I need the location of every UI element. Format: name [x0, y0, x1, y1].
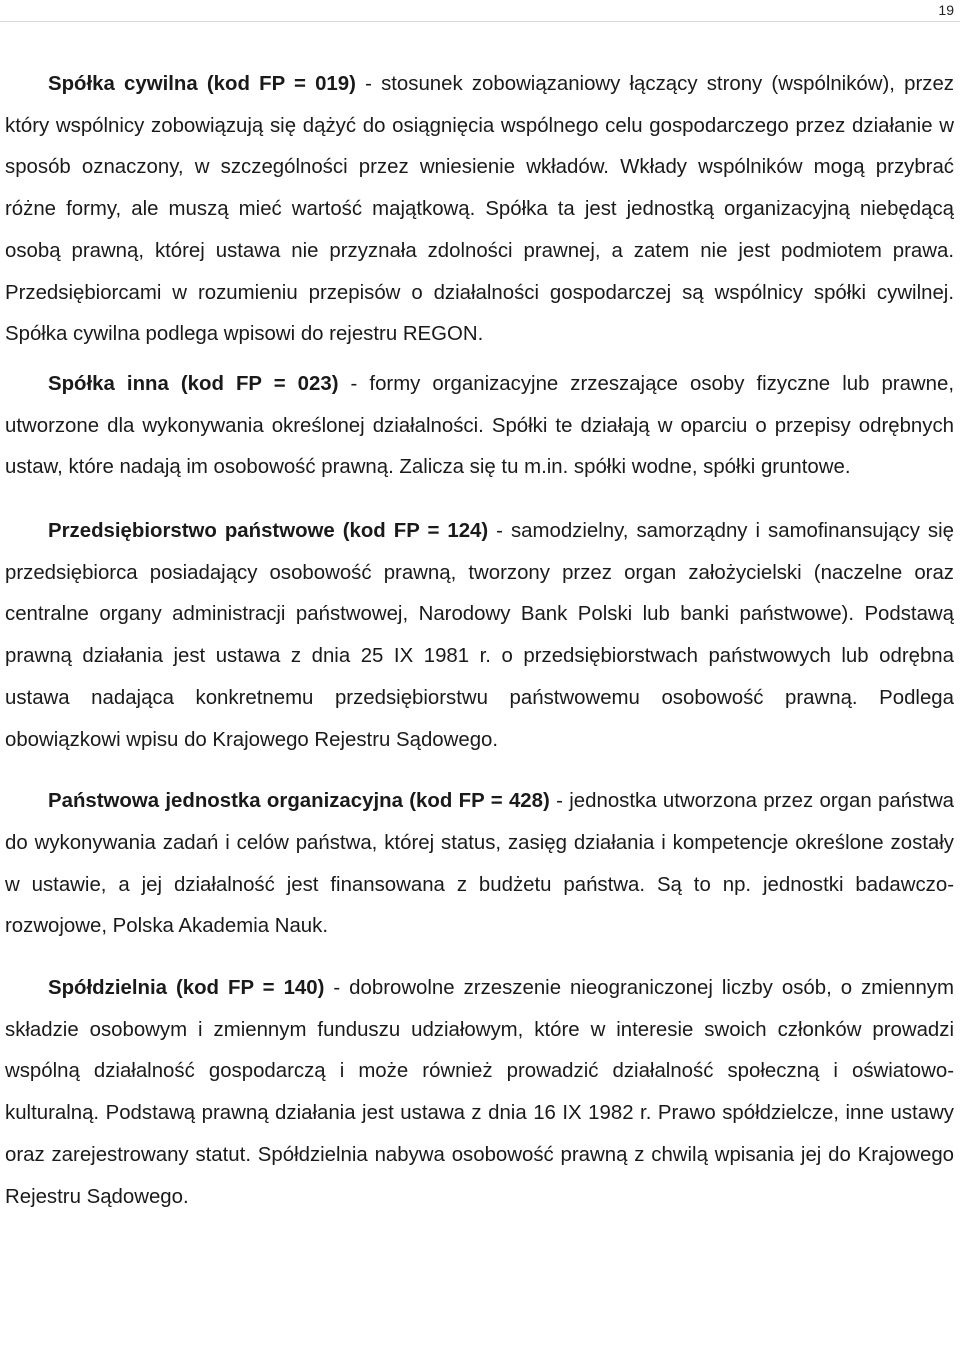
paragraph-panstwowa-jednostka: [5, 781, 954, 948]
page-header: [0, 0, 960, 22]
paragraph-przedsiebiorstwo-panstwowe: [5, 511, 954, 761]
term-spoldzielnia: Spółdzielnia (kod FP = 140): [48, 977, 325, 1000]
definition-panstwowa-jednostka: - jednostka utworzona przez organ państwa do wykonywania zadań i celów państwa, której status, zasięg działania i kompetencje określone zostały w ustawie, a jej działalność jest finansowana z budżetu państwa. Są to np. jednostki badawczo-rozwojowe, Polska Akademia Nauk.: [5, 790, 955, 938]
paragraph-spolka-inna: [5, 364, 954, 489]
paragraph-spolka-cywilna: [5, 64, 954, 356]
term-spolka-cywilna: Spółka cywilna (kod FP = 019): [48, 73, 356, 95]
definition-przedsiebiorstwo-panstwowe: - samodzielny, samorządny i samofinansujący się przedsiębiorca posiadający osobowość prawną, tworzony przez organ założycielski (naczelne oraz centralne organy administracji państwowej, Narodowy Bank Polski lub banki państwowe). Podstawą prawną działania jest ustawa z dnia 25 IX 1981 r. o przedsiębiorstwach państwowych lub odrębna ustawa nadająca konkretnemu przedsiębiorstwu państwowemu osobowość prawną. Podlega obowiązkowi wpisu do Krajowego Rejestru Sądowego.: [5, 520, 954, 751]
paragraph-spoldzielnia: [5, 968, 954, 1218]
term-przedsiebiorstwo-panstwowe: Przedsiębiorstwo państwowe (kod FP = 124): [48, 520, 489, 543]
page-number: 19: [938, 2, 954, 18]
definition-spoldzielnia: - dobrowolne zrzeszenie nieograniczonej liczby osób, o zmiennym składzie osobowym i zmiennym funduszu udziałowym, które w interesie swoich członków prowadzi wspólną działalność gospodarczą i może również prowadzić działalność społeczną i oświatowo-kulturalną. Podstawą prawną działania jest ustawa z dnia 16 IX 1982 r. Prawo spółdzielcze, inne ustawy oraz zarejestrowany statut. Spółdzielnia nabywa osobowość prawną z chwilą wpisania jej do Krajowego Rejestru Sądowego.: [5, 977, 954, 1208]
term-spolka-inna: Spółka inna (kod FP = 023): [48, 372, 339, 395]
definition-spolka-inna: - formy organizacyjne zrzeszające osoby fizyczne lub prawne, utworzone dla wykonywania określonej działalności. Spółki te działają w oparciu o przepisy odrębnych ustaw, które nadają im osobowość prawną. Zalicza się tu m.in. spółki wodne, spółki gruntowe.: [5, 372, 955, 479]
document-body: [5, 64, 954, 1218]
term-panstwowa-jednostka: Państwowa jednostka organizacyjna (kod FP = 428): [48, 790, 550, 813]
definition-spolka-cywilna: - stosunek zobowiązaniowy łączący strony (wspólników), przez który wspólnicy zobowiązują się dążyć do osiągnięcia wspólnego celu gospodarczego przez działanie w sposób oznaczony, w szczególności przez wniesienie wkładów. Wkłady wspólników mogą przybrać różne formy, ale muszą mieć wartość majątkową. Spółka ta jest jednostką organizacyjną niebędącą osobą prawną, której ustawa nie przyznała zdolności prawnej, a zatem nie jest podmiotem prawa. Przedsiębiorcami w rozumieniu przepisów o działalności gospodarczej są wspólnicy spółki cywilnej. Spółka cywilna podlega wpisowi do rejestru REGON.: [5, 73, 954, 346]
